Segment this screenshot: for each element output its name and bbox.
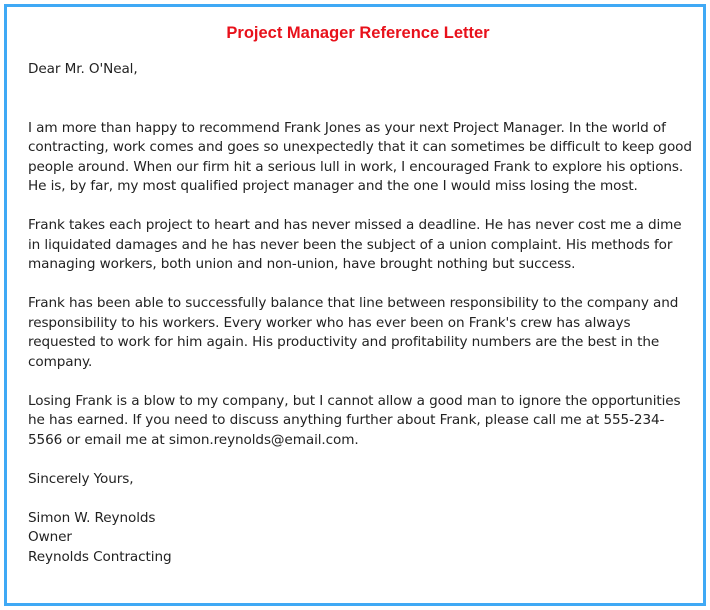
signature-position: Owner bbox=[28, 529, 72, 545]
letter-body bbox=[28, 60, 696, 567]
letter-frame bbox=[4, 4, 706, 606]
signature-name: Simon W. Reynolds bbox=[28, 509, 156, 526]
paragraph-reliability: Frank takes each project to heart and has never missed a deadline. He has never cost me a dime in liquidated damages and he has never been the subject of a union complaint. His methods for managing workers, both union and non-union, have brought nothing but success. bbox=[28, 217, 682, 272]
letter-title: Project Manager Reference Letter bbox=[226, 24, 490, 42]
paragraph-balance: Frank has been able to successfully balance that line between responsibility to the company and responsibility to his workers. Every worker who has ever been on Frank's crew has always requested to work for him again. His productivity and profitability numbers are the best in the company. bbox=[28, 295, 679, 370]
paragraph-contact: Losing Frank is a blow to my company, but I cannot allow a good man to ignore the opportunities he has earned. If you need to discuss anything further about Frank, please call me at 555-234-5566 or email me at simon.reynolds@email.com. bbox=[28, 392, 681, 448]
signature-company: Reynolds Contracting bbox=[28, 548, 172, 565]
salutation: Dear Mr. O'Neal, bbox=[28, 61, 138, 77]
paragraph-recommendation: I am more than happy to recommend Frank Jones as your next Project Manager. In the world of contracting, work comes and goes so unexpectedly that it can sometimes be difficult to keep good people around. When our firm hit a serious lull in work, I encouraged Frank to explore his options. He is, by far, my most qualified project manager and the one I would miss losing the most. bbox=[28, 119, 692, 194]
closing: Sincerely Yours, bbox=[28, 470, 134, 487]
